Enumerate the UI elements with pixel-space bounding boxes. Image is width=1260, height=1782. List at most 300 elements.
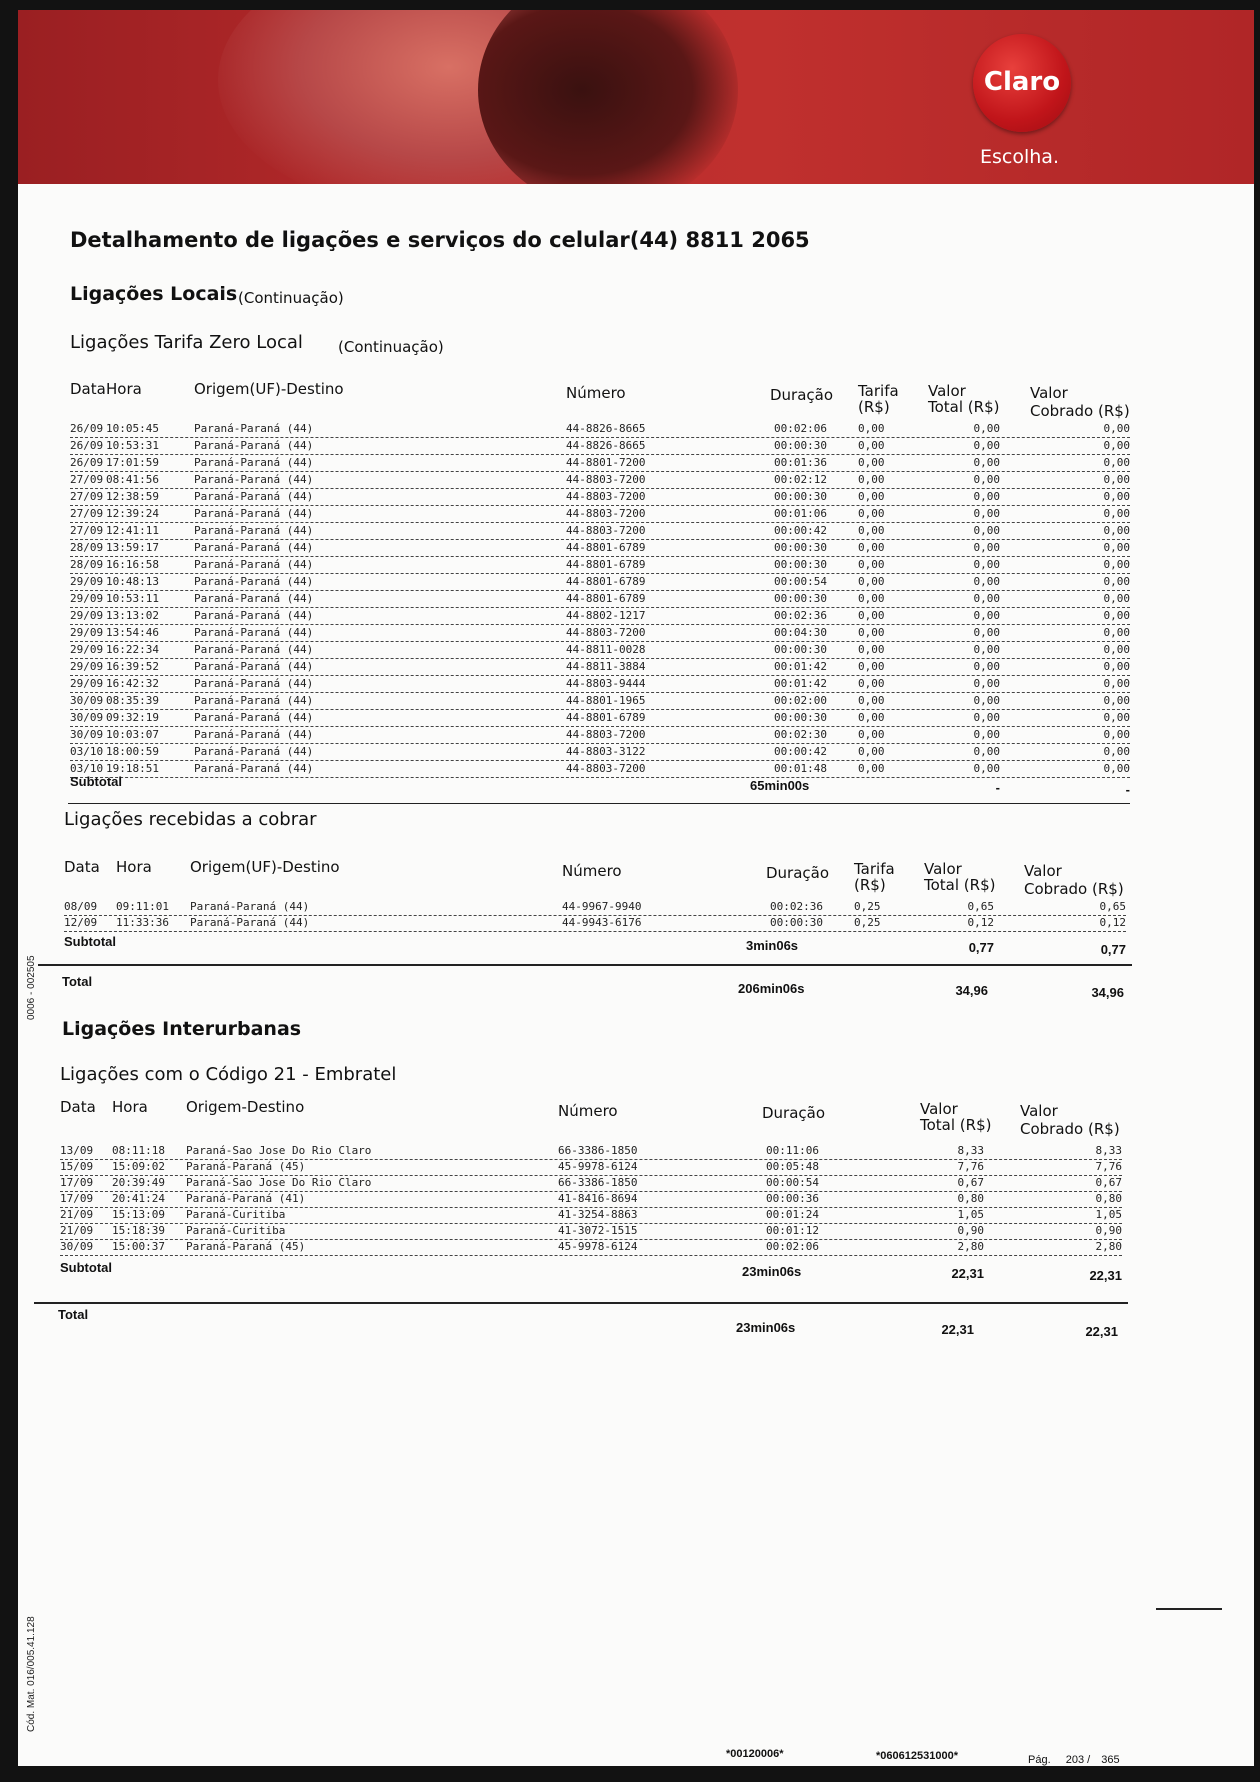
col-origem: Origem(UF)-Destino <box>194 380 344 398</box>
col-tarifa-unit: (R$) <box>858 398 890 416</box>
cell-valor-cobrado: 2,80 <box>1095 1240 1122 1253</box>
cell-valor-cobrado: 0,00 <box>1103 745 1130 758</box>
col-numero: Número <box>566 384 626 402</box>
cell-valor-total: 7,76 <box>957 1160 984 1173</box>
cell-valor-cobrado: 0,00 <box>1103 592 1130 605</box>
page-total: 365 <box>1101 1754 1120 1766</box>
cell-duracao: 00:00:42 <box>774 524 827 537</box>
cell-data: 30/09 <box>70 728 104 741</box>
table-row <box>60 1224 1122 1240</box>
cell-numero: 44-8801-1965 <box>566 694 646 707</box>
phone-number: (44) 8811 2065 <box>629 228 810 252</box>
cell-numero: 44-8803-7200 <box>566 762 646 775</box>
cell-hora: 08:41:56 <box>106 473 159 486</box>
cell-data: 29/09 <box>70 660 104 673</box>
cell-valor-cobrado: 0,00 <box>1103 762 1130 775</box>
cell-duracao: 00:02:36 <box>774 609 827 622</box>
cell-valor-cobrado: 1,05 <box>1095 1208 1122 1221</box>
table-row <box>70 558 1130 574</box>
col-valor-cobrado: Cobrado (R$) <box>1024 880 1124 898</box>
cell-origem: Paraná-Paraná (44) <box>190 916 310 929</box>
cell-duracao: 00:00:30 <box>770 916 823 929</box>
cell-duracao: 00:00:30 <box>774 558 827 571</box>
cell-tarifa: 0,00 <box>858 575 885 588</box>
cell-valor-total: 0,00 <box>973 660 1000 673</box>
cell-hora: 13:54:46 <box>106 626 159 639</box>
cell-numero: 44-8801-6789 <box>566 592 646 605</box>
cell-hora: 09:11:01 <box>116 900 169 913</box>
cell-data: 03/10 <box>70 762 104 775</box>
cell-data: 29/09 <box>70 592 104 605</box>
cell-origem: Paraná-Paraná (41) <box>186 1192 306 1205</box>
cell-hora: 20:39:49 <box>112 1176 165 1189</box>
cell-valor-total: 0,00 <box>973 439 1000 452</box>
cell-valor-total: 0,90 <box>957 1224 984 1237</box>
section-note-local: (Continuação) <box>238 289 344 307</box>
table-row <box>70 541 1130 557</box>
subsection-title-a-cobrar: Ligações recebidas a cobrar <box>64 809 317 830</box>
cell-duracao: 00:00:30 <box>774 592 827 605</box>
table-row <box>70 745 1130 761</box>
subtotal-label: Subtotal <box>60 1260 112 1275</box>
col-data: Data <box>60 1098 96 1116</box>
cell-duracao: 00:00:42 <box>774 745 827 758</box>
total-divider <box>38 964 1132 966</box>
table-row <box>70 762 1130 778</box>
col-origem: Origem(UF)-Destino <box>190 858 340 876</box>
cell-valor-cobrado: 0,67 <box>1095 1176 1122 1189</box>
cell-numero: 44-8803-7200 <box>566 728 646 741</box>
cell-numero: 44-8801-6789 <box>566 711 646 724</box>
cell-valor-total: 0,00 <box>973 507 1000 520</box>
subtotal-valor: 0,77 <box>968 940 994 955</box>
cell-origem: Paraná-Paraná (44) <box>194 422 314 435</box>
table-row <box>64 900 1126 916</box>
table-row <box>70 422 1130 438</box>
cell-numero: 41-3254-8863 <box>558 1208 638 1221</box>
col-origem: Origem-Destino <box>186 1098 305 1116</box>
cell-duracao: 00:00:36 <box>766 1192 819 1205</box>
subtotal-valor: 22,31 <box>951 1266 984 1281</box>
cell-numero: 44-8811-0028 <box>566 643 646 656</box>
subtotal-label: Subtotal <box>70 774 122 789</box>
cell-data: 21/09 <box>60 1208 94 1221</box>
col-tarifa-unit: (R$) <box>854 876 886 894</box>
cell-tarifa: 0,00 <box>858 626 885 639</box>
table-row <box>60 1176 1122 1192</box>
cell-origem: Paraná-Sao Jose Do Rio Claro <box>186 1144 372 1157</box>
col-valor-total: Total (R$) <box>924 876 996 894</box>
cell-numero: 41-3072-1515 <box>558 1224 638 1237</box>
total-label-embratel: Total <box>58 1307 89 1322</box>
subtotal-cobrado: 22,31 <box>1089 1268 1122 1283</box>
cell-valor-cobrado: 0,00 <box>1103 626 1130 639</box>
cell-numero: 44-8803-7200 <box>566 490 646 503</box>
col-hora: Hora <box>112 1098 148 1116</box>
cell-valor-total: 8,33 <box>957 1144 984 1157</box>
cell-duracao: 00:05:48 <box>766 1160 819 1173</box>
cell-data: 29/09 <box>70 575 104 588</box>
cell-tarifa: 0,00 <box>858 473 885 486</box>
cell-hora: 12:41:11 <box>106 524 159 537</box>
cell-data: 26/09 <box>70 422 104 435</box>
cell-hora: 10:05:45 <box>106 422 159 435</box>
col-valor-cobrado: Cobrado (R$) <box>1030 402 1130 420</box>
cell-hora: 12:38:59 <box>106 490 159 503</box>
cell-data: 17/09 <box>60 1176 94 1189</box>
cell-numero: 44-8803-7200 <box>566 507 646 520</box>
cell-origem: Paraná-Paraná (44) <box>194 626 314 639</box>
cell-valor-cobrado: 0,00 <box>1103 728 1130 741</box>
page-current: 203 / <box>1065 1754 1091 1766</box>
cell-duracao: 00:00:54 <box>774 575 827 588</box>
cell-duracao: 00:01:12 <box>766 1224 819 1237</box>
cell-valor-total: 0,00 <box>973 745 1000 758</box>
cell-duracao: 00:01:36 <box>774 456 827 469</box>
table-row <box>70 711 1130 727</box>
cell-origem: Paraná-Paraná (44) <box>194 677 314 690</box>
cell-data: 30/09 <box>70 711 104 724</box>
cell-numero: 44-8801-6789 <box>566 575 646 588</box>
cell-duracao: 00:01:42 <box>774 677 827 690</box>
cell-data: 27/09 <box>70 507 104 520</box>
cell-hora: 10:03:07 <box>106 728 159 741</box>
cell-numero: 45-9978-6124 <box>558 1160 638 1173</box>
cell-tarifa: 0,00 <box>858 524 885 537</box>
cell-duracao: 00:00:30 <box>774 541 827 554</box>
col-duracao: Duração <box>770 386 834 404</box>
cell-valor-total: 0,67 <box>957 1176 984 1189</box>
cell-tarifa: 0,00 <box>858 609 885 622</box>
col-tarifa: Tarifa <box>854 860 895 878</box>
cell-hora: 15:00:37 <box>112 1240 165 1253</box>
subtotal-valor: - <box>995 780 1000 795</box>
cell-duracao: 00:04:30 <box>774 626 827 639</box>
cell-valor-cobrado: 0,00 <box>1103 439 1130 452</box>
cell-hora: 16:42:32 <box>106 677 159 690</box>
bill-page <box>18 10 1254 1766</box>
table-row <box>60 1160 1122 1176</box>
cell-origem: Paraná-Paraná (44) <box>194 643 314 656</box>
table-row <box>70 660 1130 676</box>
cell-tarifa: 0,00 <box>858 762 885 775</box>
cell-valor-cobrado: 0,00 <box>1103 643 1130 656</box>
cell-tarifa: 0,00 <box>858 745 885 758</box>
cell-hora: 10:53:31 <box>106 439 159 452</box>
cell-valor-total: 0,00 <box>973 422 1000 435</box>
table-row <box>70 456 1130 472</box>
cell-tarifa: 0,25 <box>854 900 881 913</box>
cell-valor-total: 0,00 <box>973 456 1000 469</box>
cell-tarifa: 0,00 <box>858 643 885 656</box>
slogan: Escolha. <box>980 146 1059 168</box>
cell-numero: 44-8803-9444 <box>566 677 646 690</box>
cell-valor-cobrado: 0,00 <box>1103 507 1130 520</box>
cell-hora: 10:53:11 <box>106 592 159 605</box>
cell-hora: 18:00:59 <box>106 745 159 758</box>
cell-origem: Paraná-Sao Jose Do Rio Claro <box>186 1176 372 1189</box>
col-tarifa: Tarifa <box>858 382 899 400</box>
cell-numero: 66-3386-1850 <box>558 1176 638 1189</box>
table-row <box>70 490 1130 506</box>
subtotal-cobrado: - <box>1125 782 1130 797</box>
cell-duracao: 00:01:42 <box>774 660 827 673</box>
cell-origem: Paraná-Paraná (44) <box>194 490 314 503</box>
cell-numero: 44-9967-9940 <box>562 900 642 913</box>
col-valor-cobrado: Cobrado (R$) <box>1020 1120 1120 1138</box>
cell-duracao: 00:11:06 <box>766 1144 819 1157</box>
table-row <box>70 626 1130 642</box>
cell-data: 26/09 <box>70 456 104 469</box>
cell-origem: Paraná-Paraná (44) <box>194 558 314 571</box>
col-valor: Valor <box>920 1100 958 1118</box>
cell-numero: 44-8826-8665 <box>566 439 646 452</box>
cell-hora: 15:18:39 <box>112 1224 165 1237</box>
cell-origem: Paraná-Paraná (44) <box>194 575 314 588</box>
cell-valor-total: 0,80 <box>957 1192 984 1205</box>
cell-valor-total: 0,00 <box>973 626 1000 639</box>
cell-numero: 44-8826-8665 <box>566 422 646 435</box>
header-banner <box>18 10 1254 184</box>
col-hora: Hora <box>106 380 142 398</box>
cell-numero: 44-8803-7200 <box>566 473 646 486</box>
cell-valor-total: 0,00 <box>973 541 1000 554</box>
cell-valor-total: 0,00 <box>973 575 1000 588</box>
cell-valor-total: 0,00 <box>973 592 1000 605</box>
col-duracao: Duração <box>762 1104 826 1122</box>
footer-barcode-1: *00120006* <box>726 1748 784 1760</box>
table-row <box>60 1208 1122 1224</box>
cell-numero: 44-8811-3884 <box>566 660 646 673</box>
cell-valor-cobrado: 0,00 <box>1103 609 1130 622</box>
total-valor: 34,96 <box>955 983 988 998</box>
cell-origem: Paraná-Paraná (45) <box>186 1160 306 1173</box>
cell-tarifa: 0,00 <box>858 507 885 520</box>
col-duracao: Duração <box>766 864 830 882</box>
cell-valor-cobrado: 8,33 <box>1095 1144 1122 1157</box>
cell-data: 28/09 <box>70 558 104 571</box>
cell-duracao: 00:00:30 <box>774 490 827 503</box>
cell-duracao: 00:02:30 <box>774 728 827 741</box>
cell-valor-cobrado: 0,12 <box>1099 916 1126 929</box>
cell-duracao: 00:01:24 <box>766 1208 819 1221</box>
cell-valor-cobrado: 0,00 <box>1103 456 1130 469</box>
table-row <box>70 728 1130 744</box>
page-title <box>70 228 810 252</box>
cell-valor-cobrado: 0,00 <box>1103 490 1130 503</box>
cell-numero: 41-8416-8694 <box>558 1192 638 1205</box>
cell-origem: Paraná-Paraná (44) <box>194 507 314 520</box>
cell-valor-total: 2,80 <box>957 1240 984 1253</box>
table-row <box>60 1144 1122 1160</box>
cell-valor-cobrado: 0,00 <box>1103 660 1130 673</box>
table-row <box>60 1192 1122 1208</box>
cell-valor-cobrado: 0,00 <box>1103 694 1130 707</box>
cell-origem: Paraná-Paraná (44) <box>190 900 310 913</box>
cell-data: 26/09 <box>70 439 104 452</box>
col-valor-cobrado-top: Valor <box>1030 384 1068 402</box>
page-number <box>1028 1754 1120 1766</box>
cell-hora: 16:39:52 <box>106 660 159 673</box>
col-valor: Valor <box>924 860 962 878</box>
subtotal-divider <box>68 803 1130 804</box>
col-valor-cobrado-top: Valor <box>1024 862 1062 880</box>
cell-data: 13/09 <box>60 1144 94 1157</box>
col-numero: Número <box>558 1102 618 1120</box>
cell-valor-total: 0,00 <box>973 609 1000 622</box>
total-duracao: 206min06s <box>738 981 805 996</box>
cell-duracao: 00:00:30 <box>774 439 827 452</box>
cell-duracao: 00:02:00 <box>774 694 827 707</box>
total-valor-embratel: 22,31 <box>941 1322 974 1337</box>
cell-tarifa: 0,00 <box>858 711 885 724</box>
cell-numero: 44-8803-7200 <box>566 524 646 537</box>
cell-origem: Paraná-Paraná (45) <box>186 1240 306 1253</box>
cell-tarifa: 0,00 <box>858 439 885 452</box>
cell-tarifa: 0,00 <box>858 694 885 707</box>
cell-duracao: 00:02:06 <box>774 422 827 435</box>
cell-data: 30/09 <box>60 1240 94 1253</box>
cell-valor-cobrado: 0,00 <box>1103 558 1130 571</box>
section-title-interurbanas: Ligações Interurbanas <box>62 1018 302 1040</box>
cell-duracao: 00:01:06 <box>774 507 827 520</box>
cell-data: 21/09 <box>60 1224 94 1237</box>
cell-duracao: 00:00:30 <box>774 711 827 724</box>
cell-valor-total: 0,00 <box>973 694 1000 707</box>
cell-hora: 09:32:19 <box>106 711 159 724</box>
cell-origem: Paraná-Paraná (44) <box>194 660 314 673</box>
cell-valor-cobrado: 0,80 <box>1095 1192 1122 1205</box>
table-row <box>64 916 1126 932</box>
cell-numero: 44-8801-6789 <box>566 541 646 554</box>
cell-valor-total: 0,00 <box>973 490 1000 503</box>
cell-valor-cobrado: 0,00 <box>1103 677 1130 690</box>
cell-data: 30/09 <box>70 694 104 707</box>
cell-tarifa: 0,00 <box>858 541 885 554</box>
table-row <box>70 439 1130 455</box>
cell-valor-cobrado: 0,00 <box>1103 422 1130 435</box>
cell-numero: 44-8803-7200 <box>566 626 646 639</box>
cell-duracao: 00:02:06 <box>766 1240 819 1253</box>
cell-numero: 44-8803-3122 <box>566 745 646 758</box>
cell-origem: Paraná-Paraná (44) <box>194 524 314 537</box>
cell-data: 28/09 <box>70 541 104 554</box>
col-hora: Hora <box>116 858 152 876</box>
cell-hora: 20:41:24 <box>112 1192 165 1205</box>
cell-origem: Paraná-Curitiba <box>186 1224 286 1237</box>
cell-valor-total: 0,00 <box>973 643 1000 656</box>
cell-hora: 08:35:39 <box>106 694 159 707</box>
subsection-title-tarifa-zero: Ligações Tarifa Zero Local <box>70 332 303 353</box>
cell-tarifa: 0,00 <box>858 456 885 469</box>
table-row <box>70 575 1130 591</box>
cell-data: 27/09 <box>70 524 104 537</box>
cell-hora: 16:22:34 <box>106 643 159 656</box>
cell-data: 12/09 <box>64 916 98 929</box>
table-row <box>70 694 1130 710</box>
cell-duracao: 00:00:30 <box>774 643 827 656</box>
cell-data: 15/09 <box>60 1160 94 1173</box>
cell-numero: 66-3386-1850 <box>558 1144 638 1157</box>
cell-valor-total: 0,00 <box>973 558 1000 571</box>
cell-origem: Paraná-Paraná (44) <box>194 762 314 775</box>
cell-valor-total: 0,00 <box>973 473 1000 486</box>
cell-data: 29/09 <box>70 609 104 622</box>
cell-origem: Paraná-Paraná (44) <box>194 541 314 554</box>
subtotal-label: Subtotal <box>64 934 116 949</box>
cell-valor-cobrado: 7,76 <box>1095 1160 1122 1173</box>
footer-barcode-2: *060612531000* <box>876 1750 958 1762</box>
total-cobrado-embratel: 22,31 <box>1085 1324 1118 1339</box>
subtotal-duracao: 3min06s <box>746 938 799 953</box>
total-duracao-embratel: 23min06s <box>736 1320 796 1335</box>
cell-tarifa: 0,00 <box>858 490 885 503</box>
table-row <box>70 609 1130 625</box>
total-label: Total <box>62 974 93 989</box>
cell-valor-cobrado: 0,65 <box>1099 900 1126 913</box>
col-numero: Número <box>562 862 622 880</box>
table-row <box>70 473 1130 489</box>
cell-numero: 44-8802-1217 <box>566 609 646 622</box>
col-valor-total: Total (R$) <box>920 1116 992 1134</box>
cell-valor-total: 0,00 <box>973 728 1000 741</box>
cell-valor-total: 0,00 <box>973 711 1000 724</box>
cell-valor-total: 0,00 <box>973 677 1000 690</box>
cell-origem: Paraná-Paraná (44) <box>194 728 314 741</box>
table-row <box>70 677 1130 693</box>
cell-numero: 44-8801-6789 <box>566 558 646 571</box>
table-row <box>70 592 1130 608</box>
cell-tarifa: 0,00 <box>858 677 885 690</box>
cell-hora: 16:16:58 <box>106 558 159 571</box>
col-data: Data <box>64 858 100 876</box>
side-material-code: Cód. Mat. 016/005.41.128 <box>26 1616 37 1732</box>
total-divider-embratel <box>34 1302 1128 1304</box>
cell-tarifa: 0,25 <box>854 916 881 929</box>
col-valor-total: Total (R$) <box>928 398 1000 416</box>
page-label: Pág. <box>1028 1754 1051 1766</box>
cell-valor-cobrado: 0,00 <box>1103 541 1130 554</box>
cell-valor-cobrado: 0,00 <box>1103 473 1130 486</box>
cell-hora: 08:11:18 <box>112 1144 165 1157</box>
cell-valor-total: 0,00 <box>973 524 1000 537</box>
cell-origem: Paraná-Paraná (44) <box>194 456 314 469</box>
cell-origem: Paraná-Paraná (44) <box>194 609 314 622</box>
cell-hora: 13:13:02 <box>106 609 159 622</box>
cell-hora: 19:18:51 <box>106 762 159 775</box>
cell-valor-total: 0,00 <box>973 762 1000 775</box>
cell-origem: Paraná-Paraná (44) <box>194 439 314 452</box>
subtotal-duracao: 23min06s <box>742 1264 802 1279</box>
cell-duracao: 00:02:12 <box>774 473 827 486</box>
cell-valor-cobrado: 0,00 <box>1103 711 1130 724</box>
cell-data: 29/09 <box>70 626 104 639</box>
total-cobrado: 34,96 <box>1091 985 1124 1000</box>
cell-valor-cobrado: 0,90 <box>1095 1224 1122 1237</box>
cell-valor-total: 0,12 <box>967 916 994 929</box>
cell-hora: 15:13:09 <box>112 1208 165 1221</box>
cell-valor-total: 1,05 <box>957 1208 984 1221</box>
section-title-local: Ligações Locais <box>70 283 238 305</box>
cell-valor-total: 0,65 <box>967 900 994 913</box>
cell-hora: 17:01:59 <box>106 456 159 469</box>
banner-photo-shadow <box>478 10 738 184</box>
cell-valor-cobrado: 0,00 <box>1103 575 1130 588</box>
table-row <box>70 643 1130 659</box>
cell-valor-cobrado: 0,00 <box>1103 524 1130 537</box>
cell-numero: 45-9978-6124 <box>558 1240 638 1253</box>
cell-tarifa: 0,00 <box>858 558 885 571</box>
